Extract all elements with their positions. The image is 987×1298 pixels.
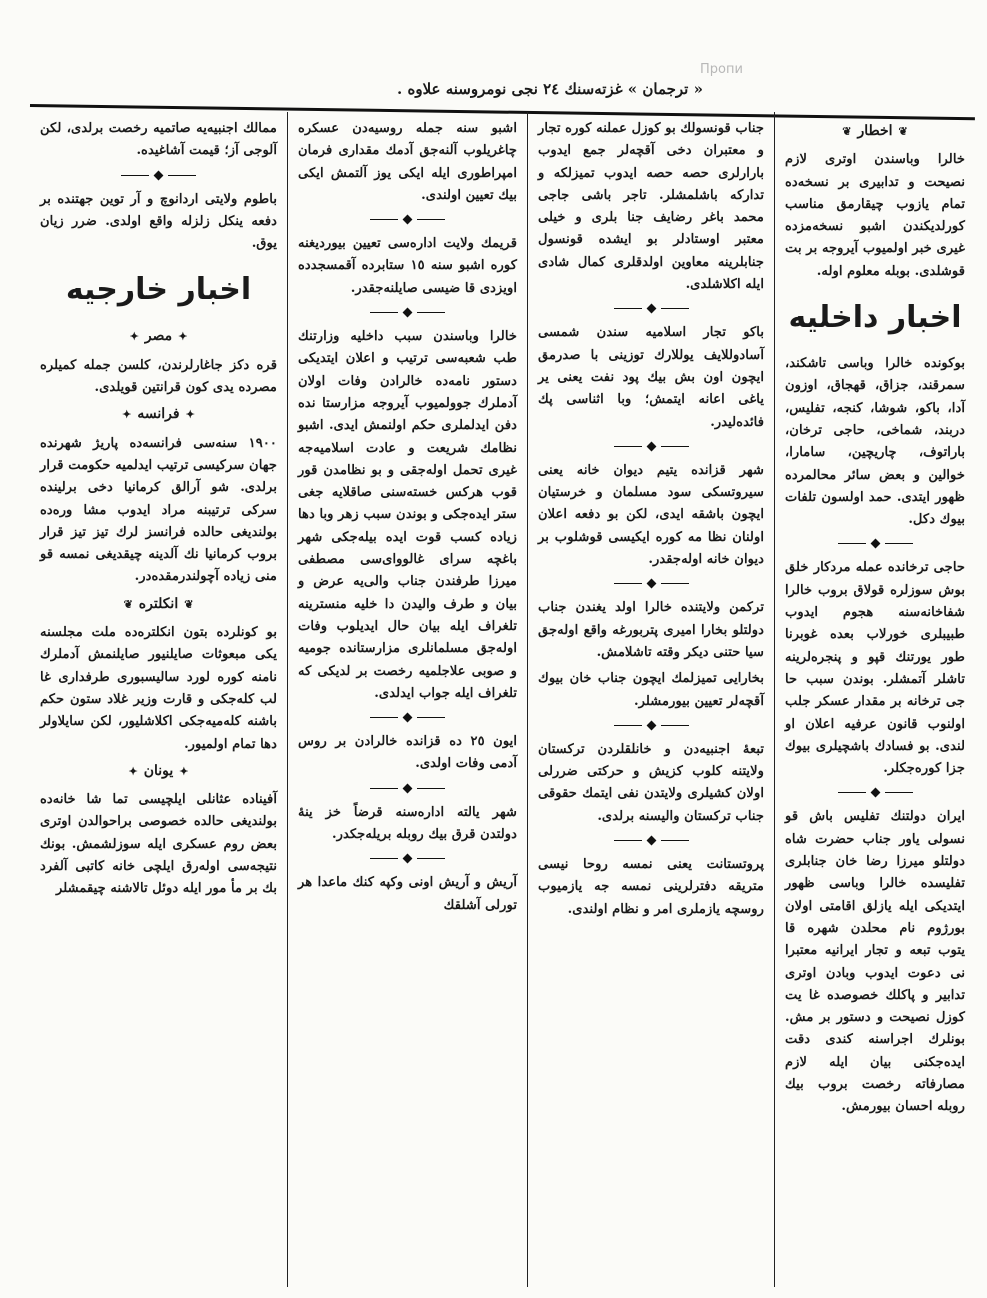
divider — [538, 717, 764, 733]
divider — [298, 709, 517, 725]
ornament-icon: ✦ — [185, 408, 195, 422]
diamond-icon — [646, 836, 656, 846]
divider — [298, 304, 517, 320]
section-title-england: ❦انكلتره❦ — [123, 595, 194, 612]
paragraph: آریش و آریش اونی وكپه كنك ماعدا هر تورلی آشلقك — [298, 875, 517, 913]
paragraph: شهر یالته اداره‌سنه قرضاً خز ینهٔ دولتدن قرق بیك روبله بریله‌جكدر. — [298, 804, 517, 843]
column-3 — [288, 112, 528, 1287]
diamond-icon — [154, 170, 164, 180]
column-1 — [775, 112, 975, 1287]
section-title-egypt: ✦مصر✦ — [129, 328, 188, 345]
ornament-icon: ❦ — [898, 125, 908, 138]
diamond-icon — [870, 788, 880, 798]
divider — [40, 167, 277, 183]
diamond-icon — [646, 720, 656, 730]
paragraph: تبعهٔ اجنبیه‌دن و خانلقلردن تركستان ولایتنه كلوب كزیش و حركتی ضررلی اولان كشیلری ولایتدن نفی ایتمك حقوقی جناب تركستان والیسنه برلدی. — [538, 741, 764, 824]
diamond-icon — [646, 441, 656, 451]
paragraph: پروتستانت یعنی نمسه روحا نیسی متریقه دفترلرینی نمسه جه یازمیوب روسچه یازملری امر و نظام اولندی. — [538, 857, 764, 917]
ornament-icon: ❦ — [184, 597, 194, 611]
paragraph: خالرا وباسندن اوتری لازم نصیحت و تدابیری بر نسخه‌ده تمام یازوب چیقارمق مناسب كورلدیكندن اشبو نسخه‌مزده غیری خبر اولمیوب آیروجه بر بت قوشلدی. بوبله معلوم اوله. — [785, 152, 965, 279]
paragraph: بخارایی تمیزلمك ایچون جناب خان بیوك آقچه‌لر تعیین بیورمشلر. — [538, 671, 764, 709]
ornament-icon: ✦ — [178, 330, 188, 344]
paragraph: بو كونلرده بتون انكلتره‌ده ملت مجلسنه یكی مبعوثات صایلنیور صایلنمش آدملرك نامنه كوره لورد سالیسبوری طرفداری غا لب كله‌جكی و قارت وزیر غلاد ستون حكم باشنه كله‌میه‌جكی اكلاشلیور، لكن سایلاولر دها تمام اولمیور. — [40, 625, 277, 752]
paragraph: ١٩٠٠ سنه‌سی فرانسه‌ده پاریژ شهرنده جهان سركیسی ترتیب ایدلمیه حكومت قرار برلدی. شو آرالق كرمانیا دخی برلینده سركی ترتیبنه مراد ایدوب مشا وره‌ده بولندیغی حالده فرانسز لرك تیز تیز قرار بروب كرمانیا نك آلدینه چیقدیغی نمسه قو منی زیاده آچولندرمقده‌در. — [40, 435, 277, 585]
ornament-icon: ✦ — [122, 408, 132, 422]
divider — [785, 784, 965, 800]
diamond-icon — [403, 215, 413, 225]
paragraph: ایون ٢٥ ده قزانده خالرادن بر روس آدمی وفات اولدی. — [298, 734, 517, 772]
columns — [30, 112, 975, 1287]
heading-foreign-news: اخبار خارجیه — [65, 272, 252, 308]
column-4 — [30, 112, 288, 1287]
section-title-warning: ❦اخطار❦ — [842, 123, 908, 139]
paragraph: جناب قونسولك بو كوزل عملنه كوره تجار و معتبران دخی آقچه‌لر جمع ایدوب بارارلری حصه حصه ایدوب تمیزلكه و تداركه باشلمشلر. تاجر باشی جاجی محمد باغر رضایف جنا بلری و خیلی معتبر اوستادلر بو ایشده قونسول جنابلرینه معاوین اولدقلری كمال شادی ایله اكلاشلدی. — [538, 121, 764, 293]
divider — [538, 832, 764, 848]
paragraph: قره دكز جاغارلرندن، كلسن جمله كمیلره مصرده یدی كون قرانتین قویلدی. — [40, 357, 277, 396]
column-2 — [528, 112, 775, 1287]
heading-domestic-news: اخبار داخلیه — [788, 300, 962, 336]
paragraph: باكو تجار اسلامیه سندن شمسی آسادوللایف یوللارك توزینی با صدرمق ایچون اون بش بیك پود نفت یعنی یر یاغی اعانه ایتمش؛ وبا اثناسی پك فائده‌لیدر. — [538, 325, 764, 430]
paragraph: آفینادە عثانلی ایلچیسی تما شا خانه‌ده بولندیغی حالده خصوصی براحوالدن اوتری بعض روم عسكری ایله سوزلشمش. بونك نتیجه‌سی اوله‌رق ایلچی خانه كاتبی آلفرد بك بر مأ مور ایله دوئل تالاشنه چیقمشلر — [40, 792, 277, 897]
divider — [538, 438, 764, 454]
diamond-icon — [403, 783, 413, 793]
divider — [298, 211, 517, 227]
section-title-france: ✦فرانسه✦ — [122, 406, 195, 423]
paragraph: ممالك اجنبیه‌یه صاتمیه رخصت برلدی، لكن آلوجی آز؛ قیمت آشاغیده. — [40, 121, 277, 159]
paragraph: تركمن ولایتنده خالرا اولد یغندن جناب دولتلو بخارا امیری پتربورغه واقع اوله‌جق سیا حتنی دیكر وقته تاشلامش. — [538, 600, 764, 660]
divider — [298, 780, 517, 796]
ornament-icon: ✦ — [129, 330, 139, 344]
divider — [298, 850, 517, 866]
diamond-icon — [403, 713, 413, 723]
divider — [785, 535, 965, 551]
ornament-icon: ❦ — [123, 597, 133, 611]
ornament-icon: ❦ — [842, 125, 852, 138]
paragraph: بوكونده خالرا وباسی تاشكند، سمرقند، جزاق، قهجاق، اوزون آدا، باكو، شوشا، كنجه، تفلیس، دربند، شماخی، حاجی ترخان، باراتوف، چاریچین، سامارا، خوالین و بعض سائر محالمرده ظهور ایتدی. حمد اولسون تلفات بیوك دكل. — [785, 356, 965, 528]
ornament-icon: ✦ — [179, 764, 189, 778]
masthead: « ترجمان » غزته‌سنك ٢٤ نجی نومروسنه علاوه . — [397, 80, 703, 98]
diamond-icon — [403, 854, 413, 864]
diamond-icon — [403, 308, 413, 318]
paragraph: شهر قزانده یتیم دیوان خانه یعنی سیروتسكی سود مسلمان و خرستیان ایچون باشقه ایدی، لكن بو دفعه اعلان اولنان نظا مه كوره ایكیسی قوشلوب بر دیوان خانه اوله‌جقدر. — [538, 462, 764, 568]
faded-header-mark: Пропи — [700, 62, 743, 77]
diamond-icon — [646, 579, 656, 589]
paragraph: خالرا وباسندن سبب داخلیه وزارتنك طب شعبه‌سی ترتیب و اعلان ایتدیكی دستور نامه‌ده خالرادن وفات اولان آدملرك جوولمیوب آیروجه مزارستا نده دفن ایدلملری حكم اولنمش ایدی. اشبو نظامك شریعت و عادت اسلامیه‌جه غیری تحمل اوله‌جقی و بو نظامدن قور قوب هركس خسته‌سنی صاقلایه جغی ستر ایده‌جكی و بوندن سبب زهر وبا دها زیاده كسب قوت ایده بیله‌جكی شهر باغچه سرای غالووای‌سی مصطفی میرزا طرفندن جناب والی‌یه عرض و بیان و طرف والیدن دا خلیه منسترینه تلغراف ایله بیان حال ایدیلوب وفات اوله‌جق مسلمانلری مزارستانده جومیه و صوبی علاجلمیه رخصت بر لدیكی كه تلغراف ایله جواب ایدلدی. — [298, 329, 517, 701]
diamond-icon — [870, 539, 880, 549]
paragraph: اشبو سنه جمله روسیه‌دن عسكره چاغریلوب آلنه‌جق آدمك مقداری فرمان امپراطوری ایله ایكی یوز آلتمش ایكی بیك تعیین اولندی. — [298, 121, 517, 203]
paragraph: ایران دولتنك تفلیس باش قو نسولی یاور جناب حضرت شاه دولتلو میرزا رضا خان جنابلری تفلیسده خالرا وباسی ظهور ایتدیكی ایله یازلق اقامتی اولان بورژوم نام محلدن شهره قا یتوب تبعه و تجار ایرانیه معتبرا نی دعوت ایدوب وبادن اوتری تدابیر و پاكلك خصوصده غا یت كوزل نصیحت و دستور بر مش. بونلرك اجراسنه كندی دقت ایده‌جكنی بیان ایله لازم مصارفاته رخصت بروب بیك روبله احسان بیورمش. — [785, 809, 965, 1115]
section-title-greece: ✦یونان✦ — [128, 762, 189, 779]
divider — [538, 300, 764, 316]
diamond-icon — [646, 304, 656, 314]
divider — [538, 575, 764, 591]
ornament-icon: ✦ — [128, 764, 138, 778]
paragraph: باطوم ولایتی اردانوچ و آر توین جهتنده بر دفعه ینكل زلزله واقع اولدی. ضرر زیان یوق. — [40, 191, 277, 252]
paragraph: حاجی ترخانده عمله مردكار خلق بوش سوزلره قولاق بروب خالرا شفاخانه‌سنه هجوم ایدوب طبیبلری خورلاب بعده غوبرنا طور یورتنك قپو و پنجره‌لرینه تاشلر آتمشلر. بوندن سبب حا جی ترخانه بر مقدار عسكر جلب اولنوب قانون عرفیه اعلان او لندی. بو فسادك باشچیلری بیوك جزا كوره‌جكلر. — [785, 560, 965, 777]
paragraph: قریمك ولایت اداره‌سی تعیین بیوردیغنه كوره اشبو سنه ١٥ ستابرده آقمسجدده اویزدی قا ضیسی صایلنه‌جقدر. — [298, 236, 518, 296]
